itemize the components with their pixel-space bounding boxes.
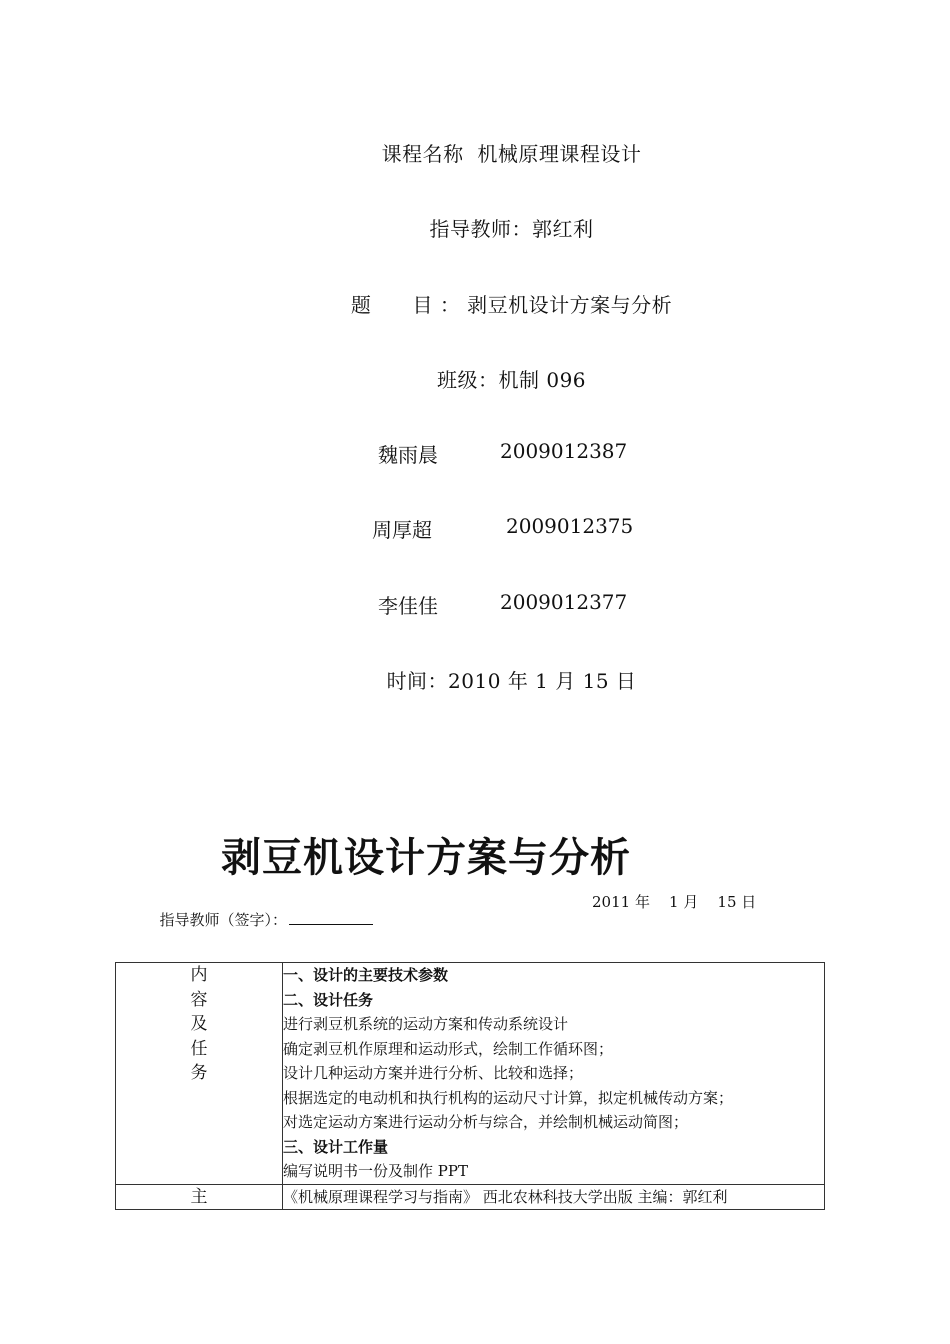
label-char: 任 [190,1038,208,1059]
member-id: 2009012375 [506,514,634,538]
member-id: 2009012377 [500,590,628,614]
member-name: 李佳佳 [378,594,438,618]
task-item: 确定剥豆机作原理和运动形式，绘制工作循环图； [283,1039,614,1058]
task-title: 剥豆机设计方案与分析 [221,835,631,881]
task-item: 设计几种运动方案并进行分析、比较和选择； [283,1064,584,1082]
task-item: 对选定运动方案进行运动分析与综合，并绘制机械运动简图； [283,1113,689,1131]
reference-item: 《机械原理课程学习与指南》 西北农林科技大学出版 主编：郭红利 [283,1187,728,1206]
signature-blank [289,910,373,925]
task-item: 根据选定的电动机和执行机构的运动尺寸计算，拟定机械传动方案； [283,1088,734,1107]
cover-date: 时间：2010 年 1 月 15 日 [386,669,637,693]
course-name: 课程名称 机械原理课程设计 [381,142,642,166]
task-date: 2011 年 1 月 15 日 [592,893,757,911]
label-char: 内 [190,965,208,985]
label-char: 及 [190,1014,208,1034]
task-item: 进行剥豆机系统的运动方案和传动系统设计 [283,1015,569,1033]
row-label [116,1184,283,1210]
task-item: 编写说明书一份及制作 PPT [283,1162,468,1180]
member-name: 周厚超 [372,518,432,542]
table-row [116,963,825,1185]
supervisor-signature-row [150,891,373,930]
section-heading: 一、设计的主要技术参数 [283,966,449,984]
member-name: 魏雨晨 [378,443,438,467]
label-char: 务 [190,1063,208,1083]
class-line: 班级：机制 096 [436,368,587,392]
row-content [283,1184,825,1210]
supervisor-name: 指导教师：郭红利 [429,217,594,241]
row-content [283,963,825,1185]
section-heading: 三、设计工作量 [283,1137,389,1156]
table-row [116,1184,825,1210]
label-char: 主 [190,1186,208,1207]
label-char: 容 [190,989,208,1010]
supervisor-signature-label: 指导教师（签字）： [159,911,288,929]
row-label [116,963,283,1185]
section-heading: 二、设计任务 [283,990,374,1009]
topic-line: 题 目 ： 剥豆机设计方案与分析 [350,293,673,317]
member-id: 2009012387 [500,439,628,463]
task-table [115,962,825,1210]
